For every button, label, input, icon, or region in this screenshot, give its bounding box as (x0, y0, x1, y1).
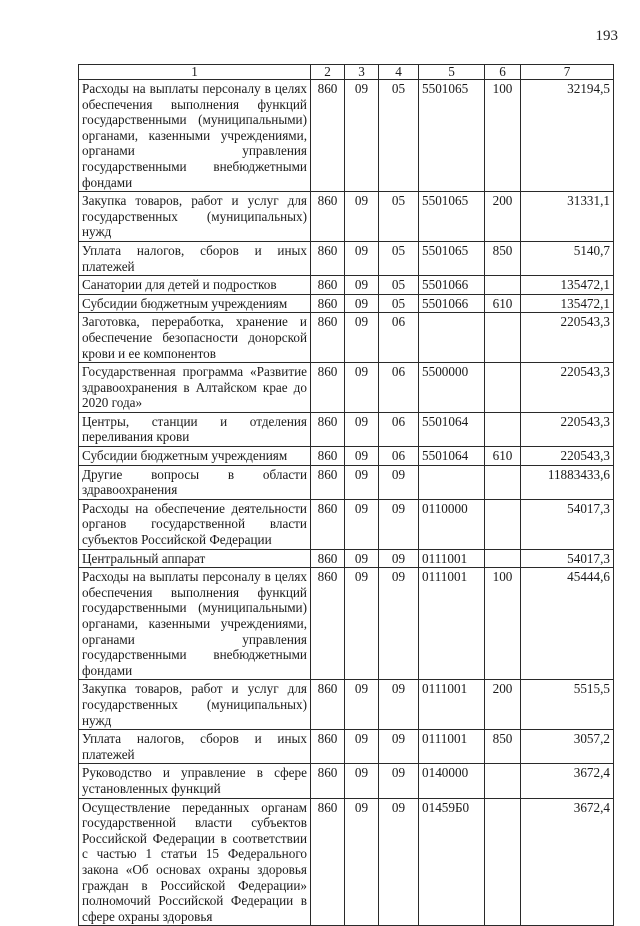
row-name-cell: Закупка товаров, работ и услуг для государственных (муниципальных) нужд (79, 192, 311, 242)
ministry-code-cell: 860 (311, 568, 345, 680)
table-row (79, 313, 614, 363)
budget-table (78, 64, 614, 926)
expense-type-cell (485, 798, 521, 926)
row-name-cell: Заготовка, переработка, хранение и обеспечение безопасности донорской крови и ее компонентов (79, 313, 311, 363)
table-row (79, 798, 614, 926)
section-code-cell: 09 (345, 363, 379, 413)
amount-cell: 45444,6 (521, 568, 614, 680)
column-header: 2 (311, 65, 345, 80)
target-article-cell: 0111001 (419, 549, 485, 568)
table-row (79, 276, 614, 295)
amount-cell: 11883433,6 (521, 465, 614, 499)
row-name-cell: Уплата налогов, сборов и иных платежей (79, 730, 311, 764)
ministry-code-cell: 860 (311, 549, 345, 568)
ministry-code-cell: 860 (311, 241, 345, 275)
section-code-cell: 09 (345, 80, 379, 192)
column-header: 6 (485, 65, 521, 80)
table-row (79, 680, 614, 730)
expense-type-cell (485, 363, 521, 413)
target-article-cell: 0110000 (419, 499, 485, 549)
ministry-code-cell: 860 (311, 465, 345, 499)
expense-type-cell (485, 465, 521, 499)
target-article-cell (419, 313, 485, 363)
table-row (79, 447, 614, 466)
section-code-cell: 09 (345, 276, 379, 295)
expense-type-cell: 200 (485, 680, 521, 730)
row-name-cell: Осуществление переданных органам государственной власти субъектов Российской Федерации в соответствии с частью 1 статьи 15 Федерального закона «Об основах охраны здоровья граждан в Российской Федерации» полномочий Российской Федерации в сфере охраны здоровья (79, 798, 311, 926)
ministry-code-cell: 860 (311, 276, 345, 295)
section-code-cell: 09 (345, 730, 379, 764)
table-row (79, 730, 614, 764)
subsection-code-cell: 09 (379, 549, 419, 568)
amount-cell: 220543,3 (521, 412, 614, 446)
table-row (79, 192, 614, 242)
expense-type-cell (485, 549, 521, 568)
subsection-code-cell: 09 (379, 568, 419, 680)
row-name-cell: Центральный аппарат (79, 549, 311, 568)
expense-type-cell: 100 (485, 568, 521, 680)
expense-type-cell (485, 764, 521, 798)
amount-cell: 135472,1 (521, 276, 614, 295)
expense-type-cell (485, 313, 521, 363)
table-row (79, 412, 614, 446)
table-row (79, 363, 614, 413)
expense-type-cell (485, 276, 521, 295)
table-row (79, 499, 614, 549)
row-name-cell: Руководство и управление в сфере установленных функций (79, 764, 311, 798)
amount-cell: 3672,4 (521, 798, 614, 926)
subsection-code-cell: 05 (379, 80, 419, 192)
subsection-code-cell: 05 (379, 192, 419, 242)
row-name-cell: Расходы на выплаты персоналу в целях обеспечения выполнения функций государственными (муниципальными) органами, казенными учреждениями, органами управления государственными внебюджетными фондами (79, 80, 311, 192)
subsection-code-cell: 05 (379, 294, 419, 313)
ministry-code-cell: 860 (311, 764, 345, 798)
ministry-code-cell: 860 (311, 363, 345, 413)
section-code-cell: 09 (345, 294, 379, 313)
amount-cell: 220543,3 (521, 313, 614, 363)
target-article-cell: 0111001 (419, 680, 485, 730)
section-code-cell: 09 (345, 549, 379, 568)
ministry-code-cell: 860 (311, 192, 345, 242)
table-row (79, 465, 614, 499)
subsection-code-cell: 06 (379, 447, 419, 466)
section-code-cell: 09 (345, 680, 379, 730)
column-header: 7 (521, 65, 614, 80)
row-name-cell: Государственная программа «Развитие здравоохранения в Алтайском крае до 2020 года» (79, 363, 311, 413)
section-code-cell: 09 (345, 241, 379, 275)
section-code-cell: 09 (345, 798, 379, 926)
section-code-cell: 09 (345, 764, 379, 798)
ministry-code-cell: 860 (311, 80, 345, 192)
expense-type-cell: 100 (485, 80, 521, 192)
target-article-cell: 0111001 (419, 730, 485, 764)
subsection-code-cell: 09 (379, 730, 419, 764)
table-row (79, 80, 614, 192)
section-code-cell: 09 (345, 447, 379, 466)
section-code-cell: 09 (345, 412, 379, 446)
ministry-code-cell: 860 (311, 412, 345, 446)
table-row (79, 241, 614, 275)
row-name-cell: Расходы на выплаты персоналу в целях обеспечения выполнения функций государственными (муниципальными) органами, казенными учреждениями, органами управления государственными внебюджетными фондами (79, 568, 311, 680)
ministry-code-cell: 860 (311, 294, 345, 313)
column-number-row (79, 65, 614, 80)
column-header: 5 (419, 65, 485, 80)
table-row (79, 549, 614, 568)
ministry-code-cell: 860 (311, 313, 345, 363)
expense-type-cell: 850 (485, 730, 521, 764)
target-article-cell: 01459Б0 (419, 798, 485, 926)
subsection-code-cell: 06 (379, 313, 419, 363)
subsection-code-cell: 09 (379, 680, 419, 730)
target-article-cell: 5501065 (419, 80, 485, 192)
target-article-cell: 5501065 (419, 241, 485, 275)
subsection-code-cell: 09 (379, 499, 419, 549)
row-name-cell: Другие вопросы в области здравоохранения (79, 465, 311, 499)
target-article-cell: 5501064 (419, 447, 485, 466)
expense-type-cell: 610 (485, 294, 521, 313)
row-name-cell: Санатории для детей и подростков (79, 276, 311, 295)
subsection-code-cell: 09 (379, 798, 419, 926)
expense-type-cell: 850 (485, 241, 521, 275)
target-article-cell: 5501064 (419, 412, 485, 446)
subsection-code-cell: 09 (379, 764, 419, 798)
ministry-code-cell: 860 (311, 680, 345, 730)
row-name-cell: Закупка товаров, работ и услуг для государственных (муниципальных) нужд (79, 680, 311, 730)
subsection-code-cell: 05 (379, 241, 419, 275)
section-code-cell: 09 (345, 499, 379, 549)
row-name-cell: Центры, станции и отделения переливания крови (79, 412, 311, 446)
table-row (79, 568, 614, 680)
amount-cell: 54017,3 (521, 499, 614, 549)
column-header: 4 (379, 65, 419, 80)
target-article-cell: 5500000 (419, 363, 485, 413)
amount-cell: 5140,7 (521, 241, 614, 275)
amount-cell: 54017,3 (521, 549, 614, 568)
target-article-cell: 0140000 (419, 764, 485, 798)
expense-type-cell (485, 412, 521, 446)
expense-type-cell: 610 (485, 447, 521, 466)
ministry-code-cell: 860 (311, 499, 345, 549)
target-article-cell (419, 465, 485, 499)
target-article-cell: 0111001 (419, 568, 485, 680)
row-name-cell: Расходы на обеспечение деятельности органов государственной власти субъектов Российской Федерации (79, 499, 311, 549)
section-code-cell: 09 (345, 192, 379, 242)
table-row (79, 294, 614, 313)
ministry-code-cell: 860 (311, 798, 345, 926)
section-code-cell: 09 (345, 568, 379, 680)
table-row (79, 764, 614, 798)
section-code-cell: 09 (345, 465, 379, 499)
target-article-cell: 5501065 (419, 192, 485, 242)
column-header: 1 (79, 65, 311, 80)
target-article-cell: 5501066 (419, 294, 485, 313)
ministry-code-cell: 860 (311, 730, 345, 764)
target-article-cell: 5501066 (419, 276, 485, 295)
expense-type-cell (485, 499, 521, 549)
row-name-cell: Субсидии бюджетным учреждениям (79, 447, 311, 466)
amount-cell: 5515,5 (521, 680, 614, 730)
amount-cell: 3057,2 (521, 730, 614, 764)
subsection-code-cell: 06 (379, 412, 419, 446)
page-number: 193 (595, 28, 618, 44)
amount-cell: 135472,1 (521, 294, 614, 313)
amount-cell: 220543,3 (521, 447, 614, 466)
row-name-cell: Уплата налогов, сборов и иных платежей (79, 241, 311, 275)
amount-cell: 31331,1 (521, 192, 614, 242)
amount-cell: 3672,4 (521, 764, 614, 798)
row-name-cell: Субсидии бюджетным учреждениям (79, 294, 311, 313)
column-header: 3 (345, 65, 379, 80)
amount-cell: 220543,3 (521, 363, 614, 413)
subsection-code-cell: 09 (379, 465, 419, 499)
amount-cell: 32194,5 (521, 80, 614, 192)
section-code-cell: 09 (345, 313, 379, 363)
subsection-code-cell: 05 (379, 276, 419, 295)
ministry-code-cell: 860 (311, 447, 345, 466)
subsection-code-cell: 06 (379, 363, 419, 413)
expense-type-cell: 200 (485, 192, 521, 242)
